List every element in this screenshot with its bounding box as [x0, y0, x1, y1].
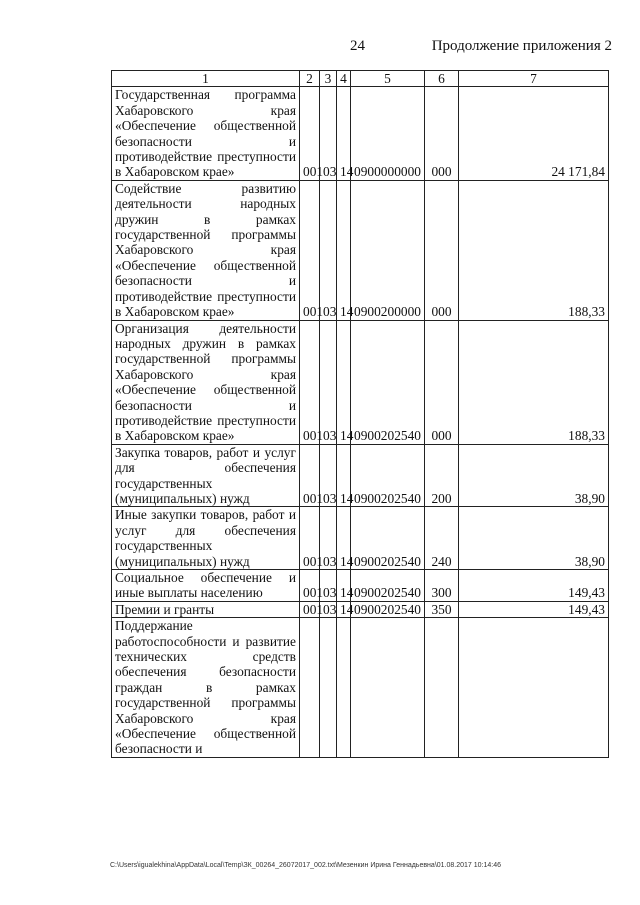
code-cell: 03 — [320, 320, 337, 444]
row-description: Организация деятельности народных дружин в рамках государственной программы Хабаровского края «Обеспечение общественной безопасности и противодействие преступности в Хабаровском крае» — [112, 320, 300, 444]
expense-type-cell: 350 — [425, 601, 459, 617]
code-cell — [337, 618, 351, 758]
code-cell: 14 — [337, 180, 351, 320]
target-article-cell — [351, 618, 425, 758]
row-description: Закупка товаров, работ и услуг для обеспечения государственных (муниципальных) нужд — [112, 444, 300, 507]
row-description: Поддержание работоспособности и развитие технических средств обеспечения безопасности граждан в рамках государственной программы Хабаровского края «Обеспечение общественной безопасности и — [112, 618, 300, 758]
amount-cell: 149,43 — [459, 570, 609, 602]
code-cell — [320, 618, 337, 758]
table-row — [112, 320, 609, 444]
amount-cell: 38,90 — [459, 444, 609, 507]
target-article-cell: 0900202540 — [351, 601, 425, 617]
budget-table — [111, 70, 609, 758]
code-cell: 001 — [300, 570, 320, 602]
code-cell: 001 — [300, 87, 320, 180]
amount-cell: 188,33 — [459, 180, 609, 320]
expense-type-cell: 000 — [425, 180, 459, 320]
code-cell: 001 — [300, 444, 320, 507]
table-row — [112, 180, 609, 320]
expense-type-cell: 240 — [425, 507, 459, 570]
column-header: 5 — [351, 71, 425, 87]
expense-type-cell: 000 — [425, 320, 459, 444]
column-header: 3 — [320, 71, 337, 87]
amount-cell: 24 171,84 — [459, 87, 609, 180]
amount-cell — [459, 618, 609, 758]
code-cell: 001 — [300, 320, 320, 444]
table-row — [112, 444, 609, 507]
column-header: 1 — [112, 71, 300, 87]
code-cell — [300, 618, 320, 758]
table-row — [112, 87, 609, 180]
row-description: Содействие развитию деятельности народных дружин в рамках государственной программы Хабаровского края «Обеспечение общественной безопасности и противодействие преступности в Хабаровском крае» — [112, 180, 300, 320]
amount-cell: 188,33 — [459, 320, 609, 444]
target-article-cell: 0900202540 — [351, 507, 425, 570]
code-cell: 03 — [320, 444, 337, 507]
target-article-cell: 0900000000 — [351, 87, 425, 180]
expense-type-cell: 300 — [425, 570, 459, 602]
row-description: Премии и гранты — [112, 601, 300, 617]
code-cell: 14 — [337, 320, 351, 444]
table-row — [112, 507, 609, 570]
code-cell: 03 — [320, 570, 337, 602]
target-article-cell: 0900202540 — [351, 444, 425, 507]
code-cell: 001 — [300, 601, 320, 617]
column-header: 6 — [425, 71, 459, 87]
column-header: 2 — [300, 71, 320, 87]
table-row — [112, 601, 609, 617]
code-cell: 001 — [300, 507, 320, 570]
expense-type-cell: 200 — [425, 444, 459, 507]
code-cell: 14 — [337, 570, 351, 602]
expense-type-cell: 000 — [425, 87, 459, 180]
footer-file-path: C:\Users\igualekhina\AppData\Local\Temp\ЗК_00264_26072017_002.txt\Мезенкин Ирина Геннадьевна\01.08.2017 10:14:46 — [110, 862, 501, 869]
column-header: 4 — [337, 71, 351, 87]
column-header: 7 — [459, 71, 609, 87]
amount-cell: 38,90 — [459, 507, 609, 570]
code-cell: 14 — [337, 87, 351, 180]
code-cell: 03 — [320, 601, 337, 617]
table-row — [112, 618, 609, 758]
table-header-row — [112, 71, 609, 87]
row-description: Социальное обеспечение и иные выплаты населению — [112, 570, 300, 602]
code-cell: 03 — [320, 87, 337, 180]
page-number: 24 — [350, 38, 365, 54]
code-cell: 001 — [300, 180, 320, 320]
row-description: Иные закупки товаров, работ и услуг для обеспечения государственных (муниципальных) нужд — [112, 507, 300, 570]
expense-type-cell — [425, 618, 459, 758]
row-description: Государственная программа Хабаровского края «Обеспечение общественной безопасности и противодействие преступности в Хабаровском крае» — [112, 87, 300, 180]
continuation-title: Продолжение приложения 2 — [431, 38, 612, 54]
target-article-cell: 0900202540 — [351, 570, 425, 602]
target-article-cell: 0900202540 — [351, 320, 425, 444]
code-cell: 03 — [320, 507, 337, 570]
amount-cell: 149,43 — [459, 601, 609, 617]
code-cell: 14 — [337, 507, 351, 570]
code-cell: 14 — [337, 444, 351, 507]
target-article-cell: 0900200000 — [351, 180, 425, 320]
table-row — [112, 570, 609, 602]
code-cell: 14 — [337, 601, 351, 617]
code-cell: 03 — [320, 180, 337, 320]
